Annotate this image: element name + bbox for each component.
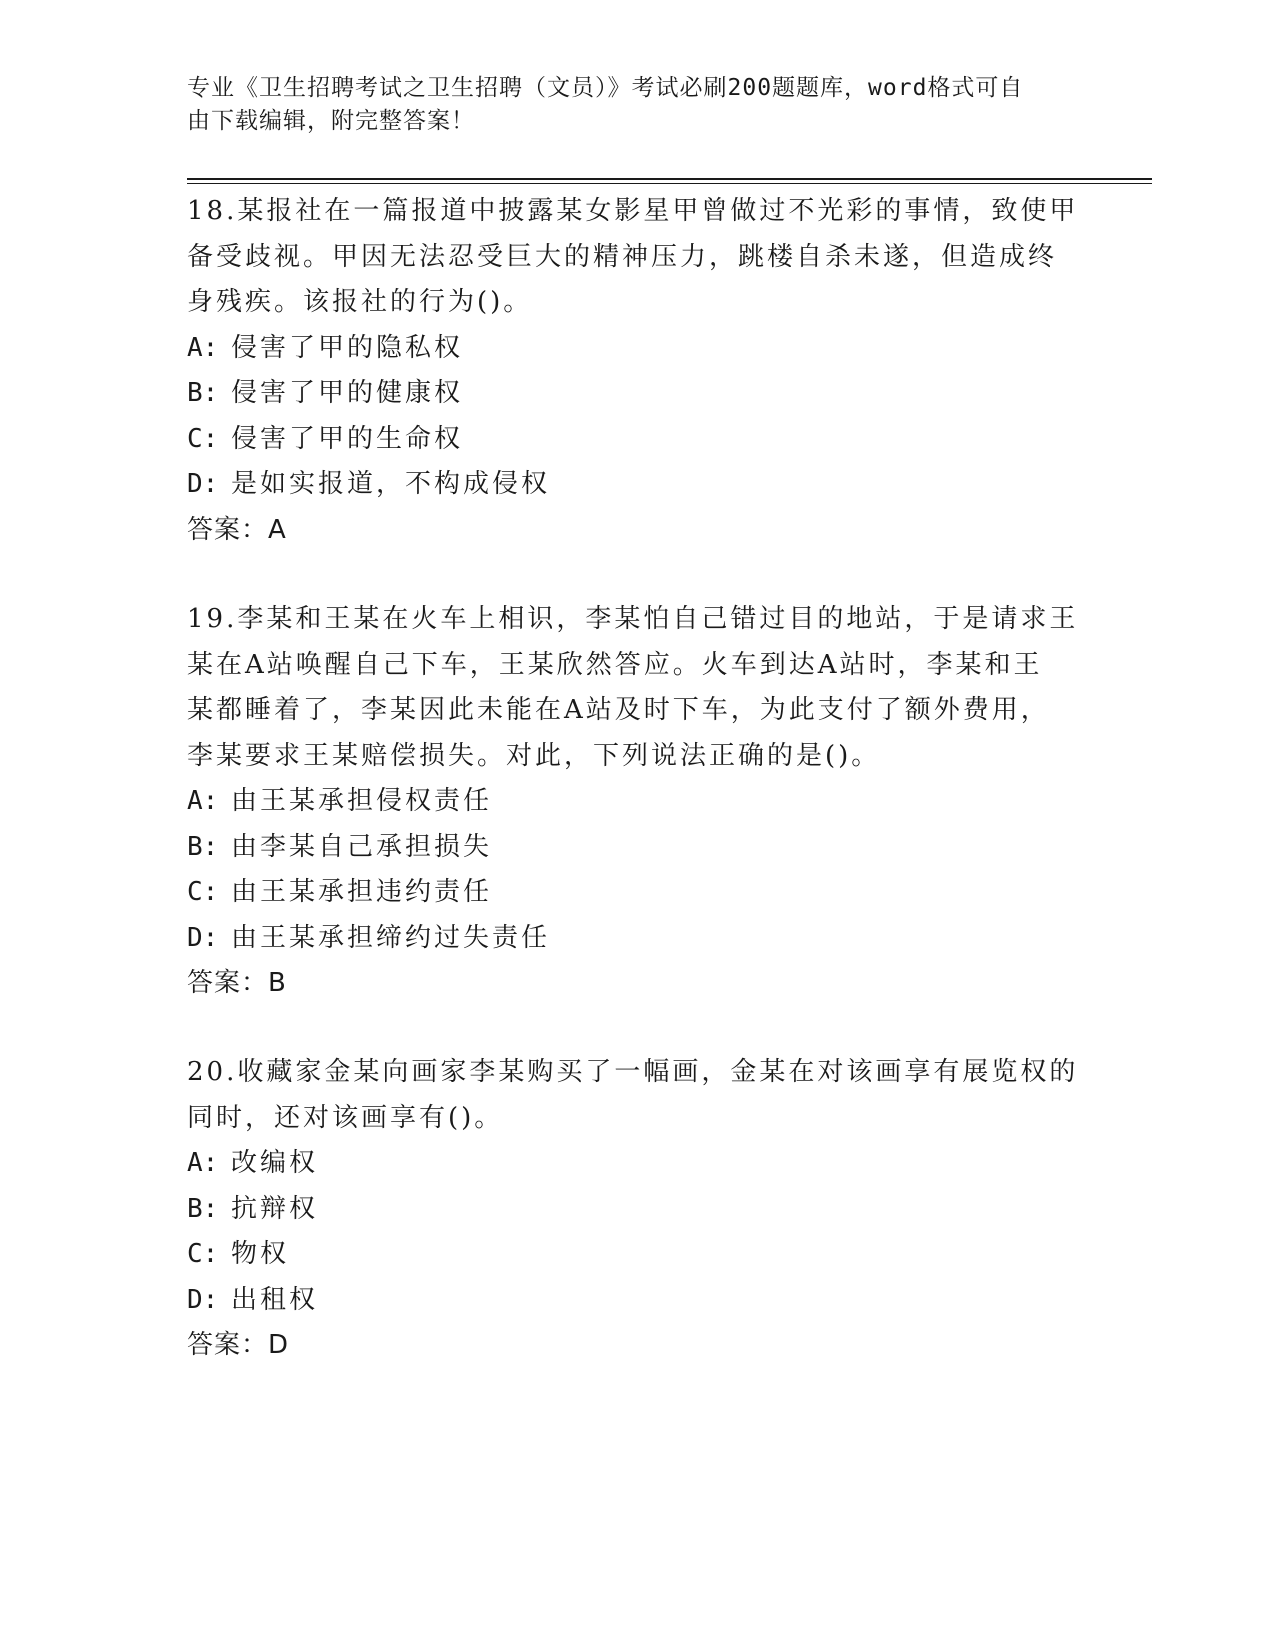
option-text: 由王某承担侵权责任 (231, 786, 493, 816)
answer-line: 答案：B (187, 968, 287, 998)
header-divider-thick (187, 178, 1152, 180)
option-b (187, 371, 1087, 417)
question-19 (187, 597, 1087, 1007)
option-letter: D: (187, 469, 219, 499)
question-stem-line: 某在A站唤醒自己下车，王某欣然答应。火车到达A站时，李某和王 (187, 649, 1043, 680)
answer-line: 答案：A (187, 514, 287, 545)
option-letter: C: (187, 877, 219, 907)
option-text: 改编权 (231, 1148, 319, 1178)
question-stem-line: 某都睡着了，李某因此未能在A站及时下车，为此支付了额外费用， (187, 695, 1050, 725)
option-a (187, 1141, 1087, 1187)
document-header (187, 72, 1067, 138)
option-b (187, 825, 1087, 871)
option-text: 侵害了甲的隐私权 (231, 332, 464, 363)
question-stem-line: 19.李某和王某在火车上相识，李某怕自己错过目的地站，于是请求王 (187, 604, 1079, 634)
answer-line: 答案：D (187, 1330, 290, 1360)
option-a (187, 326, 1087, 372)
option-d (187, 1278, 1087, 1324)
option-letter: C: (187, 423, 219, 454)
option-letter: B: (187, 1193, 219, 1224)
option-c (187, 870, 1087, 916)
option-text: 侵害了甲的生命权 (231, 423, 464, 454)
option-d (187, 916, 1087, 962)
option-b (187, 1187, 1087, 1233)
question-stem-line: 备受歧视。甲因无法忍受巨大的精神压力，跳楼自杀未遂，但造成终 (187, 241, 1058, 272)
question-18 (187, 189, 1087, 553)
option-letter: B: (187, 831, 219, 862)
header-divider-thin (187, 183, 1152, 184)
option-letter: A: (187, 1148, 219, 1178)
option-letter: D: (187, 1284, 219, 1315)
option-text: 由李某自己承担损失 (231, 831, 493, 862)
header-line-2: 由下载编辑，附完整答案！ (187, 108, 475, 134)
option-d (187, 462, 1087, 508)
question-stem-line: 20.收藏家金某向画家李某购买了一幅画，金某在对该画享有展览权的 (187, 1057, 1079, 1087)
option-letter: C: (187, 1239, 219, 1269)
option-text: 抗辩权 (231, 1193, 319, 1224)
option-c (187, 1232, 1087, 1278)
header-line-1: 专业《卫生招聘考试之卫生招聘（文员）》考试必刷200题题库，word格式可自 (187, 75, 1024, 101)
option-a (187, 779, 1087, 825)
option-text: 侵害了甲的健康权 (231, 378, 464, 408)
option-c (187, 417, 1087, 463)
option-letter: A: (187, 786, 219, 816)
option-letter: A: (187, 332, 219, 363)
option-letter: B: (187, 378, 219, 408)
option-text: 物权 (231, 1239, 290, 1269)
option-text: 由王某承担缔约过失责任 (231, 922, 551, 953)
question-20 (187, 1050, 1087, 1369)
question-stem-line: 18.某报社在一篇报道中披露某女影星甲曾做过不光彩的事情，致使甲 (187, 196, 1079, 226)
question-stem-line: 李某要求王某赔偿损失。对此，下列说法正确的是()。 (187, 740, 881, 771)
option-letter: D: (187, 922, 219, 953)
option-text: 由王某承担违约责任 (231, 877, 493, 907)
option-text: 出租权 (231, 1284, 319, 1315)
question-stem-line: 身残疾。该报社的行为()。 (187, 287, 533, 317)
option-text: 是如实报道，不构成侵权 (231, 469, 551, 499)
question-stem-line: 同时，还对该画享有()。 (187, 1102, 504, 1133)
